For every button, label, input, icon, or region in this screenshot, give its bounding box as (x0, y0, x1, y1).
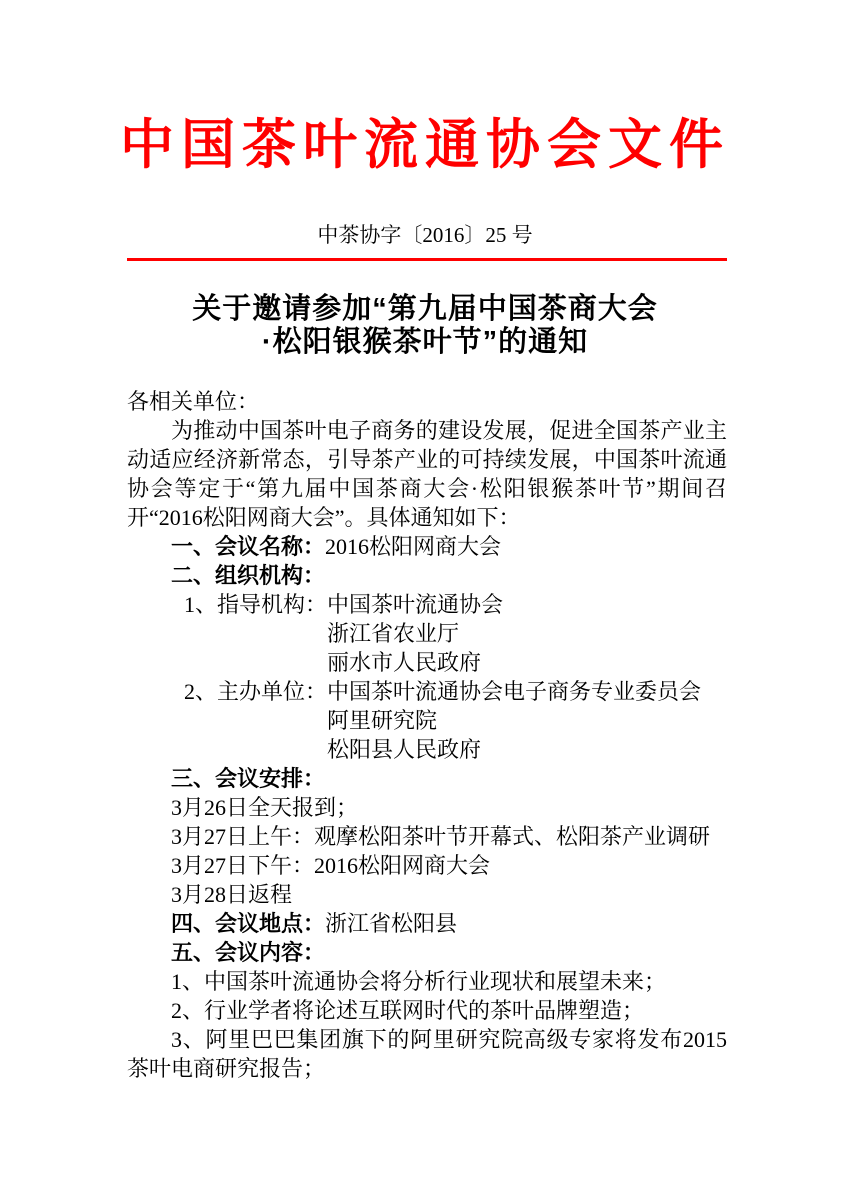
host-orgs-values (327, 677, 727, 764)
host-orgs-label: 2、主办单位： (184, 679, 328, 704)
letterhead-org-title: 中国茶叶流通协会文件 (120, 115, 730, 175)
notice-title-line1: 关于邀请参加“第九届中国茶商大会 (192, 293, 658, 325)
host-orgs-row (184, 677, 727, 764)
intro-paragraph: 为推动中国茶叶电子商务的建设发展，促进全国茶产业主动适应经济新常态，引导茶产业的可持续发展，中国茶叶流通协会等定于“第九届中国茶商大会·松阳银猴茶叶节”期间召开“2016松阳网商大会”。具体通知如下： (127, 418, 727, 530)
letterhead-divider-rule (127, 258, 727, 261)
document-number: 中茶协字〔2016〕25 号 (317, 223, 533, 247)
section-3-label: 三、会议安排： (171, 766, 326, 791)
guidance-org-3: 丽水市人民政府 (327, 650, 482, 675)
content-item-1: 1、中国茶叶流通协会将分析行业现状和展望未来； (171, 969, 667, 994)
notice-title-line2: ·松阳银猴茶叶节”的通知 (261, 326, 589, 358)
section-4-label: 四、会议地点： (171, 911, 326, 936)
notice-title (0, 293, 850, 359)
content-item-3: 3、阿里巴巴集团旗下的阿里研究院高级专家将发布2015茶叶电商研究报告； (127, 1027, 727, 1081)
guidance-org-2: 浙江省农业厅 (327, 621, 460, 646)
host-org-1: 中国茶叶流通协会电子商务专业委员会 (327, 679, 702, 704)
section-4-value: 浙江省松阳县 (325, 911, 458, 936)
guidance-orgs-row (184, 590, 727, 677)
guidance-org-1: 中国茶叶流通协会 (327, 592, 504, 617)
section-3-row (171, 764, 727, 793)
section-1-label: 一、会议名称： (171, 534, 326, 559)
document-body (127, 387, 727, 1083)
section-4-row (171, 909, 727, 938)
host-org-3: 松阳县人民政府 (327, 737, 482, 762)
section-5-label: 五、会议内容： (171, 940, 326, 965)
schedule-line-2: 3月27日上午：观摩松阳茶叶节开幕式、松阳茶产业调研 (171, 824, 711, 849)
host-org-2: 阿里研究院 (327, 708, 438, 733)
content-item-2: 2、行业学者将论述互联网时代的茶叶品牌塑造； (171, 998, 645, 1023)
guidance-orgs-label: 1、指导机构： (184, 592, 328, 617)
section-5-row (171, 938, 727, 967)
schedule-line-4: 3月28日返程 (171, 882, 293, 907)
schedule-line-3: 3月27日下午：2016松阳网商大会 (171, 853, 491, 878)
section-2-row (171, 561, 727, 590)
salutation: 各相关单位： (127, 389, 260, 414)
section-1-value: 2016松阳网商大会 (325, 534, 502, 559)
guidance-orgs-values (327, 590, 727, 677)
schedule-line-1: 3月26日全天报到； (171, 795, 359, 820)
section-2-label: 二、组织机构： (171, 563, 326, 588)
section-1-row (171, 532, 727, 561)
